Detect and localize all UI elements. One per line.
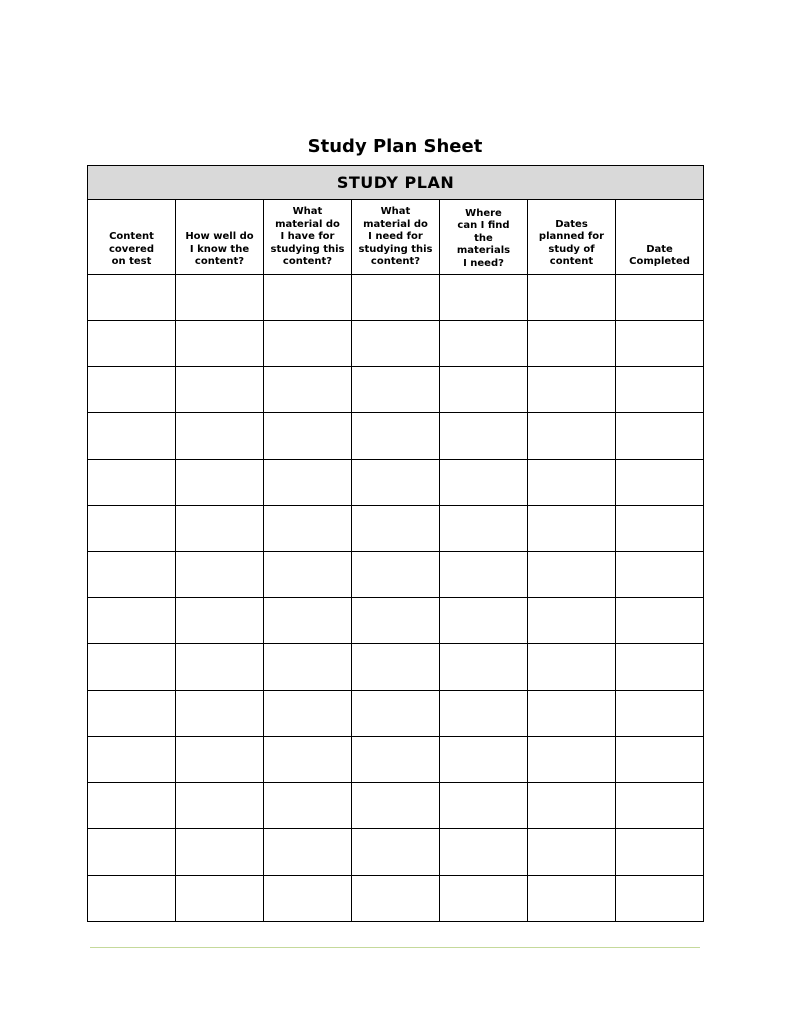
table-cell[interactable] [264,690,352,736]
table-cell[interactable] [264,274,352,320]
table-cell[interactable] [264,551,352,597]
table-cell[interactable] [264,598,352,644]
table-cell[interactable] [352,320,440,366]
table-cell[interactable] [440,459,528,505]
table-cell[interactable] [528,690,616,736]
table-cell[interactable] [264,875,352,921]
table-cell[interactable] [176,320,264,366]
table-cell[interactable] [440,783,528,829]
table-cell[interactable] [352,644,440,690]
column-header-label: Where can I find the materials I need? [456,207,511,269]
table-cell[interactable] [88,413,176,459]
table-cell[interactable] [264,367,352,413]
table-cell[interactable] [616,783,704,829]
table-cell[interactable] [616,598,704,644]
table-cell[interactable] [176,459,264,505]
table-cell[interactable] [176,644,264,690]
table-cell[interactable] [264,783,352,829]
table-cell[interactable] [352,875,440,921]
table-cell[interactable] [176,274,264,320]
table-cell[interactable] [440,598,528,644]
table-cell[interactable] [176,783,264,829]
table-cell[interactable] [616,736,704,782]
table-cell[interactable] [88,644,176,690]
table-cell[interactable] [616,320,704,366]
header-row [88,200,704,274]
table-cell[interactable] [176,690,264,736]
table-cell[interactable] [440,829,528,875]
table-cell[interactable] [616,875,704,921]
table-cell[interactable] [352,551,440,597]
table-cell[interactable] [264,320,352,366]
column-header-dates-planned [528,200,616,274]
table-cell[interactable] [440,736,528,782]
table-cell[interactable] [352,783,440,829]
column-header-label: Date Completed [629,243,690,268]
table-cell[interactable] [440,413,528,459]
table-cell[interactable] [88,829,176,875]
table-cell[interactable] [528,783,616,829]
column-header-content-covered [88,200,176,274]
table-row [88,551,704,597]
table-cell[interactable] [176,505,264,551]
table-cell[interactable] [176,413,264,459]
table-cell[interactable] [264,829,352,875]
table-row [88,320,704,366]
table-cell[interactable] [528,413,616,459]
table-row [88,783,704,829]
table-cell[interactable] [616,459,704,505]
table-row [88,413,704,459]
table-cell[interactable] [264,736,352,782]
table-cell[interactable] [352,505,440,551]
table-cell[interactable] [616,690,704,736]
table-cell[interactable] [528,320,616,366]
table-cell[interactable] [528,274,616,320]
table-banner: STUDY PLAN [88,166,704,200]
table-cell[interactable] [88,551,176,597]
table-cell[interactable] [176,367,264,413]
table-cell[interactable] [352,736,440,782]
table-cell[interactable] [88,875,176,921]
table-row [88,829,704,875]
table-cell[interactable] [88,598,176,644]
table-cell[interactable] [440,367,528,413]
table-cell[interactable] [176,875,264,921]
footer-rule [90,947,700,948]
column-header-material-need [352,200,440,274]
table-row [88,274,704,320]
table-cell[interactable] [528,505,616,551]
table-row [88,736,704,782]
column-header-date-completed [616,200,704,274]
table-cell[interactable] [440,644,528,690]
column-header-material-have [264,200,352,274]
table-cell[interactable] [528,367,616,413]
table-cell[interactable] [528,829,616,875]
table-cell[interactable] [440,320,528,366]
table-cell[interactable] [264,644,352,690]
table-cell[interactable] [264,413,352,459]
table-cell[interactable] [440,690,528,736]
table-cell[interactable] [176,551,264,597]
table-cell[interactable] [88,367,176,413]
table-cell[interactable] [352,690,440,736]
table-cell[interactable] [440,875,528,921]
column-header-where-find [440,200,528,274]
table-cell[interactable] [616,829,704,875]
table-cell[interactable] [176,829,264,875]
table-cell[interactable] [616,274,704,320]
banner-row [88,166,704,200]
table-cell[interactable] [264,505,352,551]
table-cell[interactable] [528,875,616,921]
table-cell[interactable] [176,736,264,782]
table-cell[interactable] [528,459,616,505]
table-cell[interactable] [352,598,440,644]
table-cell[interactable] [88,459,176,505]
table-cell[interactable] [352,829,440,875]
table-cell[interactable] [88,320,176,366]
table-cell[interactable] [88,274,176,320]
table-cell[interactable] [352,413,440,459]
study-plan-table [87,165,704,922]
table-cell[interactable] [352,274,440,320]
table-cell[interactable] [352,367,440,413]
table-cell[interactable] [88,783,176,829]
table-cell[interactable] [616,644,704,690]
table-cell[interactable] [528,644,616,690]
column-header-label: Dates planned for study of content [538,218,605,268]
table-row [88,459,704,505]
column-header-how-well [176,200,264,274]
column-header-label: Content covered on test [109,231,154,268]
table-cell[interactable] [440,551,528,597]
table-cell[interactable] [264,459,352,505]
table-row [88,875,704,921]
table-row [88,598,704,644]
table-cell[interactable] [176,598,264,644]
table-cell[interactable] [528,736,616,782]
table-row [88,644,704,690]
column-header-label: What material do I need for studying this content? [358,206,433,268]
table-cell[interactable] [88,505,176,551]
table-cell[interactable] [352,459,440,505]
table-cell[interactable] [616,551,704,597]
column-header-label: How well do I know the content? [185,231,254,268]
page-title: Study Plan Sheet [307,136,483,157]
table-row [88,505,704,551]
table-cell[interactable] [440,505,528,551]
table-cell[interactable] [528,551,616,597]
table-row [88,690,704,736]
table-cell[interactable] [88,736,176,782]
table-cell[interactable] [528,598,616,644]
column-header-label: What material do I have for studying this content? [270,206,345,268]
table-cell[interactable] [616,505,704,551]
table-row [88,367,704,413]
table-cell[interactable] [616,413,704,459]
table-cell[interactable] [440,274,528,320]
table-cell[interactable] [616,367,704,413]
table-cell[interactable] [88,690,176,736]
